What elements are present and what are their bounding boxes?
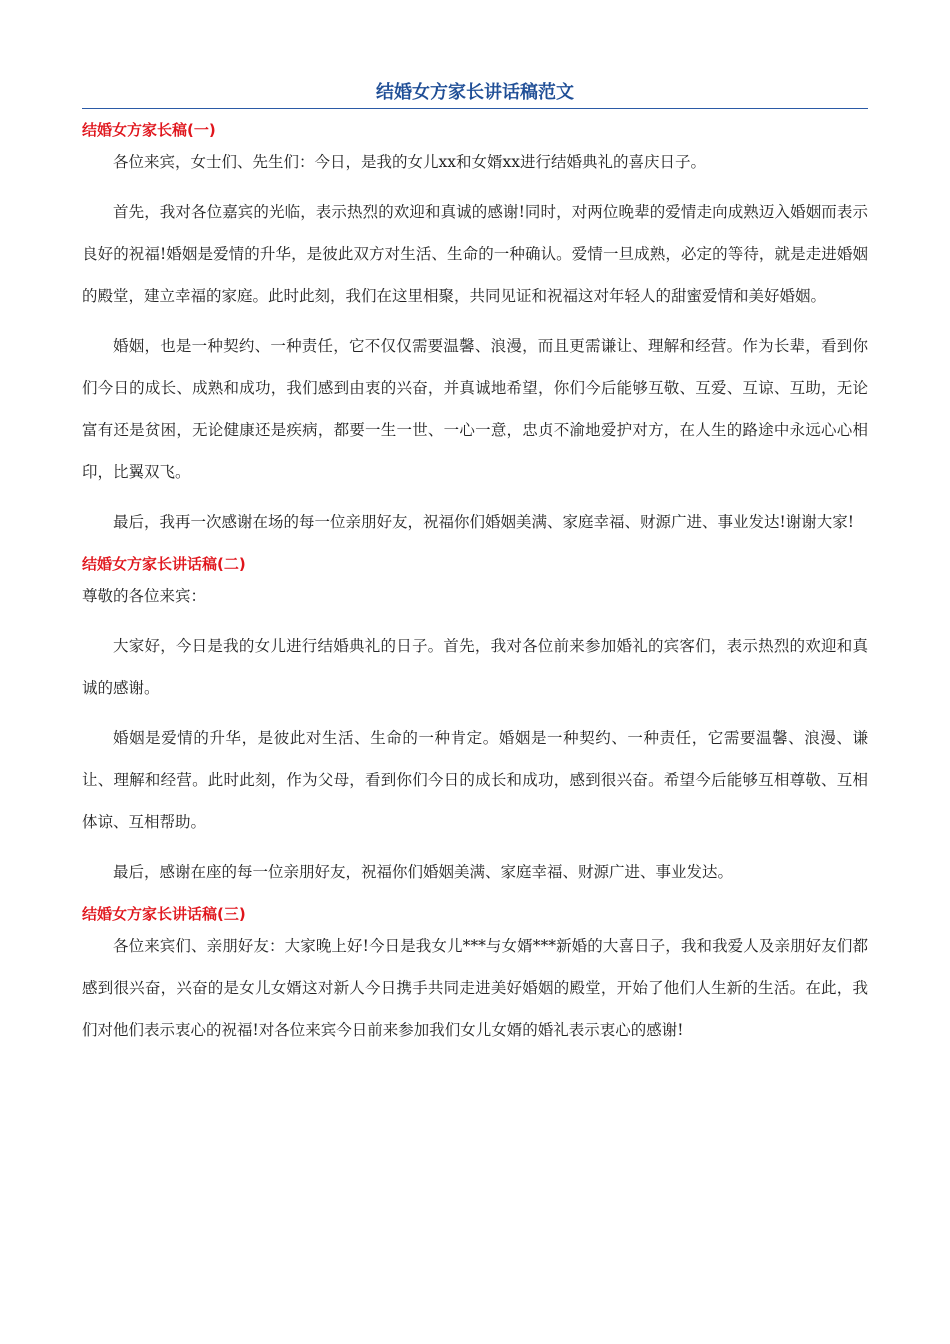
paragraph: 大家好，今日是我的女儿进行结婚典礼的日子。首先，我对各位前来参加婚礼的宾客们，表示热烈的欢迎和真诚的感谢。 (82, 637, 868, 697)
paragraph: 婚姻是爱情的升华，是彼此对生活、生命的一种肯定。婚姻是一种契约、一种责任，它需要温馨、浪漫、谦让、理解和经营。此时此刻，作为父母，看到你们今日的成长和成功，感到很兴奋。希望今后能够互相尊敬、互相体谅、互相帮助。 (82, 729, 868, 831)
paragraph: 最后，我再一次感谢在场的每一位亲朋好友，祝福你们婚姻美满、家庭幸福、财源广进、事业发达!谢谢大家! (113, 513, 854, 531)
paragraph: 婚姻，也是一种契约、一种责任，它不仅仅需要温馨、浪漫，而且更需谦让、理解和经营。作为长辈，看到你们今日的成长、成熟和成功，我们感到由衷的兴奋，并真诚地希望，你们今后能够互敬、互爱、互谅、互助，无论富有还是贫困，无论健康还是疾病，都要一生一世、一心一意，忠贞不渝地爱护对方，在人生的路途中永远心心相印，比翼双飞。 (82, 337, 868, 481)
document-title: 结婚女方家长讲话稿范文 (82, 78, 868, 109)
section-heading: 结婚女方家长讲话稿(三) (82, 905, 246, 923)
section-heading: 结婚女方家长讲话稿(二) (82, 555, 246, 573)
salutation: 尊敬的各位来宾： (82, 587, 207, 605)
paragraph: 各位来宾们、亲朋好友：大家晚上好!今日是我女儿***与女婿***新婚的大喜日子，我和我爱人及亲朋好友们都感到很兴奋，兴奋的是女儿女婿这对新人今日携手共同走进美好婚姻的殿堂，开始了他们人生新的生活。在此，我们对他们表示衷心的祝福!对各位来宾今日前来参加我们女儿女婿的婚礼表示衷心的感谢! (82, 937, 868, 1039)
section-1 (82, 115, 868, 543)
paragraph: 各位来宾，女士们、先生们：今日，是我的女儿xx和女婿xx进行结婚典礼的喜庆日子。 (113, 153, 706, 171)
document-page (82, 78, 868, 1051)
paragraph: 最后，感谢在座的每一位亲朋好友，祝福你们婚姻美满、家庭幸福、财源广进、事业发达。 (113, 863, 734, 881)
section-2 (82, 549, 868, 893)
paragraph: 首先，我对各位嘉宾的光临，表示热烈的欢迎和真诚的感谢!同时，对两位晚辈的爱情走向成熟迈入婚姻而表示良好的祝福!婚姻是爱情的升华，是彼此双方对生活、生命的一种确认。爱情一旦成熟，必定的等待，就是走进婚姻的殿堂，建立幸福的家庭。此时此刻，我们在这里相聚，共同见证和祝福这对年轻人的甜蜜爱情和美好婚姻。 (82, 203, 868, 305)
section-heading: 结婚女方家长稿(一) (82, 121, 216, 139)
section-3 (82, 899, 868, 1051)
